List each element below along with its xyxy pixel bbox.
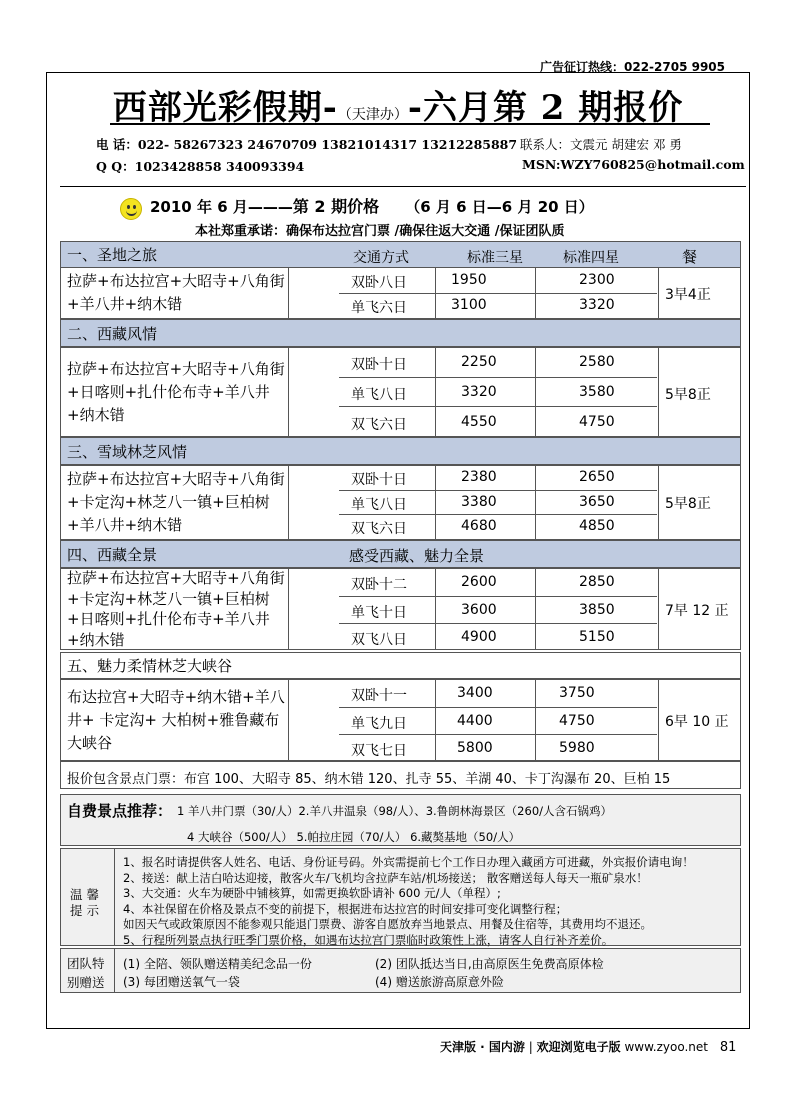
gifts-label-1: 团队特 <box>67 956 105 971</box>
gift-item-4: (4) 赠送旅游高原意外险 <box>375 975 504 989</box>
reminder-item-5: 如因天气或政策原因不能参观只能退门票费、游客自愿放弃当地景点、用餐及住宿等，其费用均不退还。 <box>123 917 652 931</box>
price-period <box>150 194 594 217</box>
tickets-included: 报价包含景点门票：布宫 100、大昭寺 85、纳木错 120、扎寺 55、羊湖 40、卡丁沟瀑布 20、巨柏 15 <box>67 772 671 787</box>
period-month: 2010 年 6 月——— <box>150 198 293 216</box>
route-1-p3-2: 3100 <box>451 297 487 313</box>
title-left: 西部光彩假期- <box>112 88 338 128</box>
title-underline <box>110 123 710 125</box>
title-office: （天津办） <box>337 107 408 123</box>
route-5-mode-3: 双飞七日 <box>351 743 407 759</box>
route-2-header <box>60 319 741 347</box>
reminder-list <box>123 855 694 948</box>
route-5-p3-3: 5800 <box>457 740 493 756</box>
gifts-box <box>60 948 741 993</box>
optional-line-1: 1 羊八井门票（30/人）2.羊八井温泉（98/人）、3.鲁朗林海景区（260/人含石锅鸡） <box>177 804 613 818</box>
route-3-itinerary: 拉萨+布达拉宫+大昭寺+八角街+卡定沟+林芝八一镇+巨柏树+羊八井+纳木错 <box>67 470 285 534</box>
footer-page: 81 <box>719 1040 737 1055</box>
route-3-p4-1: 2650 <box>579 469 615 485</box>
route-3-name: 三、雪域林芝风情 <box>67 442 188 461</box>
route-4-mode-2: 单飞十日 <box>351 605 407 621</box>
route-4-p3-3: 4900 <box>461 629 497 645</box>
optional-line-2: 4 大峡谷（500/人） 5.帕拉庄园（70/人） 6.藏獒基地（50/人） <box>187 830 521 844</box>
phone-numbers: 022- 58267323 24670709 13821014317 13212285887 <box>137 137 518 152</box>
route-1-itinerary: 拉萨+布达拉宫+大昭寺+八角街+羊八井+纳木错 <box>67 272 285 313</box>
route-5-p4-3: 5980 <box>559 740 595 756</box>
route-2-mode-1: 双卧十日 <box>351 357 407 373</box>
reminder-item-3: 3、大交通：火车为硬卧中铺核算，如需更换软卧请补 600 元/人（单程）; <box>123 886 501 900</box>
route-5-header <box>60 652 741 679</box>
route-3-mode-1: 双卧十日 <box>351 472 407 488</box>
gift-item-2: (2) 团队抵达当日,由高原医生免费高原体检 <box>375 957 604 971</box>
route-3-p4-3: 4850 <box>579 518 615 534</box>
route-4-mode-3: 双飞八日 <box>351 632 407 648</box>
contacts-label: 联系人： <box>520 137 571 152</box>
col-meals: 餐 <box>682 248 698 266</box>
route-1-p3-1: 1950 <box>451 272 487 288</box>
route-3-box <box>60 465 741 540</box>
route-5-meals: 6早 10 正 <box>665 714 729 730</box>
smiley-icon <box>120 198 142 220</box>
qq-row <box>96 157 304 175</box>
gifts-label-2: 别赠送 <box>67 975 105 990</box>
footer-slogan: 欢迎浏览电子版 <box>536 1040 621 1054</box>
reminder-item-6: 5、行程所列景点执行旺季门票价格，如遇布达拉宫门票临时政策性上涨，请客人自行补齐差价。 <box>123 932 614 947</box>
ad-hotline: 广告征订热线：022-2705 9905 <box>540 60 726 74</box>
route-2-p3-2: 3320 <box>461 384 497 400</box>
contacts-row <box>520 135 682 153</box>
route-2-p4-3: 4750 <box>579 414 615 430</box>
route-4-meals: 7早 12 正 <box>665 603 729 619</box>
route-2-meals: 5早8正 <box>665 387 711 403</box>
route-5-p4-2: 4750 <box>559 713 595 729</box>
route-2-mode-3: 双飞六日 <box>351 417 407 433</box>
route-5-box <box>60 679 741 761</box>
route-5-mode-2: 单飞九日 <box>351 716 407 732</box>
route-4-p3-2: 3600 <box>461 602 497 618</box>
reminder-item-4: 4、本社保留在价格及景点不变的前提下，根据进布达拉宫的时间安排可变化调整行程； <box>123 901 568 916</box>
reminder-box <box>60 848 741 946</box>
route-3-p3-2: 3380 <box>461 494 497 510</box>
phone-label: 电 话： <box>96 137 138 152</box>
footer: 天津版 · 国内游 | 欢迎浏览电子版 www.zyoo.net 81 <box>440 1040 737 1055</box>
optional-box <box>60 794 741 846</box>
route-4-p4-3: 5150 <box>579 629 615 645</box>
msn: MSN:WZY760825@hotmail.com <box>522 157 745 172</box>
route-2-p4-1: 2580 <box>579 354 615 370</box>
route-2-p4-2: 3580 <box>579 384 615 400</box>
route-4-slogan: 感受西藏、魅力全景 <box>349 547 485 565</box>
route-1-name: 一、圣地之旅 <box>67 246 158 264</box>
route-3-meals: 5早8正 <box>665 496 711 512</box>
route-1-meals: 3早4正 <box>665 287 711 303</box>
divider <box>60 186 746 187</box>
route-2-itinerary: 拉萨+布达拉宫+大昭寺+八角街+日喀则+扎什伦布寺+羊八井+纳木错 <box>67 360 285 424</box>
col-three-star: 标准三星 <box>467 250 523 266</box>
promise: 本社郑重承诺：确保布达拉宫门票 /确保往返大交通 /保证团队质 <box>195 224 565 239</box>
optional-label: 自费景点推荐： <box>67 802 173 820</box>
route-4-p3-1: 2600 <box>461 574 497 590</box>
contact-names: 文震元 胡建宏 邓 勇 <box>570 137 682 152</box>
footer-site: www.zyoo.net <box>624 1040 708 1054</box>
route-3-p4-2: 3650 <box>579 494 615 510</box>
route-3-mode-2: 单飞八日 <box>351 497 407 513</box>
route-5-p4-1: 3750 <box>559 685 595 701</box>
route-5-p3-1: 3400 <box>457 685 493 701</box>
route-5-name: 五、魅力柔情林芝大峡谷 <box>67 657 233 675</box>
route-4-header <box>60 540 741 568</box>
route-4-p4-2: 3850 <box>579 602 615 618</box>
period-issue: 第 2 期价格 <box>292 197 380 216</box>
route-3-p3-3: 4680 <box>461 518 497 534</box>
route-1-header <box>60 241 741 268</box>
route-1-p4-2: 3320 <box>579 297 615 313</box>
route-2-box <box>60 347 741 437</box>
route-2-mode-2: 单飞八日 <box>351 387 407 403</box>
tickets-box <box>60 761 741 789</box>
footer-section: 天津版 · 国内游 <box>440 1040 525 1054</box>
reminder-item-1: 1、报名时请提供客人姓名、电话、身份证号码。外宾需提前七个工作日办理入藏函方可进藏，外宾报价请电询！ <box>123 855 694 869</box>
route-3-mode-3: 双飞六日 <box>351 521 407 537</box>
route-1-box <box>60 267 741 319</box>
route-2-p3-1: 2250 <box>461 354 497 370</box>
route-5-p3-2: 4400 <box>457 713 493 729</box>
gift-item-3: (3) 每团赠送氧气一袋 <box>123 975 240 989</box>
reminder-label-1: 温 馨 <box>70 887 99 902</box>
qq-numbers: 1023428858 340093394 <box>134 159 305 174</box>
route-1-p4-1: 2300 <box>579 272 615 288</box>
route-4-itinerary: 拉萨+布达拉宫+大昭寺+八角街+卡定沟+林芝八一镇+巨柏树+日喀则+扎什伦布寺+羊八井+纳木错 <box>67 569 285 649</box>
page-title <box>46 80 750 129</box>
route-3-header <box>60 437 741 465</box>
route-2-p3-3: 4550 <box>461 414 497 430</box>
qq-label: Q Q： <box>96 159 135 174</box>
phone-row <box>96 135 517 153</box>
title-right: -六月第 2 期报价 <box>407 88 684 128</box>
route-2-name: 二、西藏风情 <box>67 324 158 343</box>
col-transport: 交通方式 <box>353 250 409 266</box>
period-dates: （6 月 6 日—6 月 20 日） <box>405 198 594 216</box>
route-5-itinerary: 布达拉宫+大昭寺+纳木错+羊八井+ 卡定沟+ 大柏树+雅鲁藏布大峡谷 <box>67 688 285 752</box>
route-4-box <box>60 568 741 650</box>
route-1-mode-1: 双卧八日 <box>351 275 407 291</box>
route-4-p4-1: 2850 <box>579 574 615 590</box>
route-4-name: 四、西藏全景 <box>67 545 158 564</box>
reminder-item-2: 2、接送：献上洁白哈达迎接，散客火车/飞机均含拉萨车站/机场接送； 散客赠送每人每天一瓶矿泉水！ <box>123 870 648 885</box>
route-1-mode-2: 单飞六日 <box>351 300 407 316</box>
route-3-p3-1: 2380 <box>461 469 497 485</box>
route-5-mode-1: 双卧十一 <box>351 688 407 704</box>
reminder-label-2: 提 示 <box>70 903 99 918</box>
gift-item-1: (1) 全陪、领队赠送精美纪念品一份 <box>123 957 312 971</box>
col-four-star: 标准四星 <box>563 250 619 266</box>
route-4-mode-1: 双卧十二 <box>351 577 407 593</box>
